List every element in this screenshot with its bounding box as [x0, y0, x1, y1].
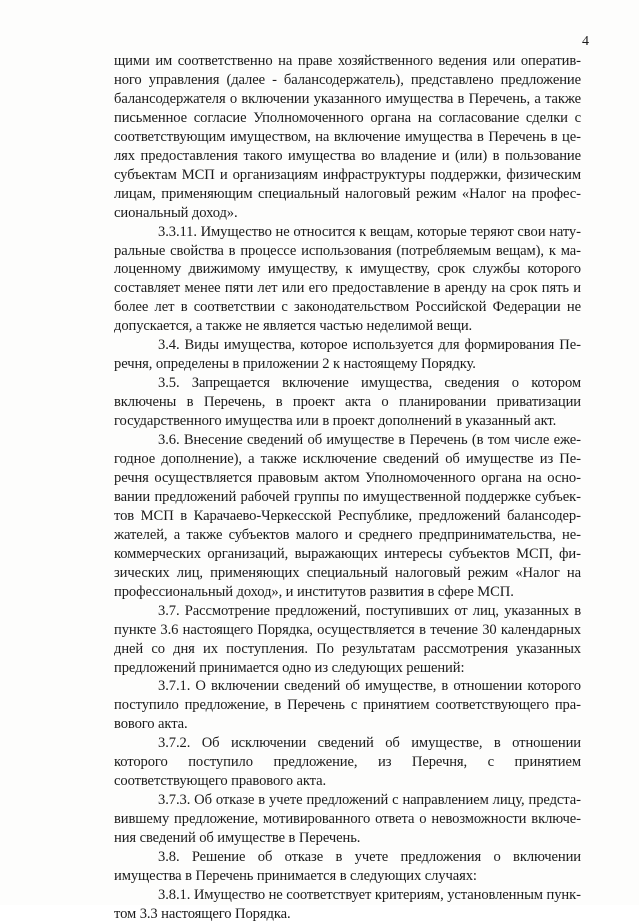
paragraph-3-8: 3.8. Решение об отказе в учете предложения о включении имущества в Перечень принимается в следующих случаях: [114, 849, 581, 884]
paragraph-3-4: 3.4. Виды имущества, которое используется для формирования Перечня, определены в приложении 2 к настоящему Порядку. [114, 337, 581, 373]
paragraph-3-7-2: 3.7.2. Об исключении сведений об имуществе, в отношении которого поступило предложение, из Перечня, с принятием соответствующего правового акта. [114, 735, 581, 790]
document-body [114, 52, 581, 924]
page-number: 4 [582, 34, 589, 49]
paragraph-3-7-1: 3.7.1. О включении сведений об имуществе, в отношении которого поступило предложение, в Перечень с принятием соответствующего правового акта. [114, 678, 581, 733]
paragraph-3-3-11: 3.3.11. Имущество не относится к вещам, которые теряют свои натуральные свойства в процессе использования (потребляемым вещам), к малоценному движимому имуществу, к имуществу, срок службы которого составляет менее пяти лет или его предоставление в аренду на срок пять и более лет в соответствии с законодательством Российской Федерации не допускается, а также не является частью неделимой вещи. [114, 223, 581, 335]
paragraph-3-7-3: 3.7.3. Об отказе в учете предложений с направлением лицу, представившему предложение, мотивированного ответа о невозможности включения сведений об имуществе в Перечень. [114, 792, 581, 847]
paragraph-3-5: 3.5. Запрещается включение имущества, сведения о котором включены в Перечень, в проект акта о планировании приватизации государственного имущества или в проект дополнений в указанный акт. [114, 375, 581, 430]
paragraph-3-8-1: 3.8.1. Имущество не соответствует критериям, установленным пунктом 3.3 настоящего Порядка. [114, 886, 581, 922]
paragraph-3-7: 3.7. Рассмотрение предложений, поступивших от лиц, указанных в пункте 3.6 настоящего Порядка, осуществляется в течение 30 календарных дней со дня их поступления. По результатам рассмотрения указанных предложений принимается одно из следующих решений: [114, 602, 581, 676]
paragraph-continuation: щими им соответственно на праве хозяйственного ведения или оперативного управления (далее - балансодержатель), представлено предложение балансодержателя о включении указанного имущества в Перечень, а также письменное согласие Уполномоченного органа на согласование сделки с соответствующим имуществом, на включение имущества в Перечень в целях предоставления такого имущества во владение и (или) в пользование субъектам МСП и организациям инфраструктуры поддержки, физическим лицам, применяющим специальный налоговый режим «Налог на профессиональный доход». [114, 53, 581, 221]
paragraph-3-6: 3.6. Внесение сведений об имуществе в Перечень (в том числе ежегодное дополнение), а также исключение сведений об имуществе из Перечня осуществляется правовым актом Уполномоченного органа на основании предложений рабочей группы по имущественной поддержке субъектов МСП в Карачаево-Черкесской Республике, предложений балансодержателей, а также субъектов малого и среднего предпринимательства, некоммерческих организаций, выражающих интересы субъектов МСП, физических лиц, применяющих специальный налоговый режим «Налог на профессиональный доход», и институтов развития в сфере МСП. [114, 432, 581, 600]
